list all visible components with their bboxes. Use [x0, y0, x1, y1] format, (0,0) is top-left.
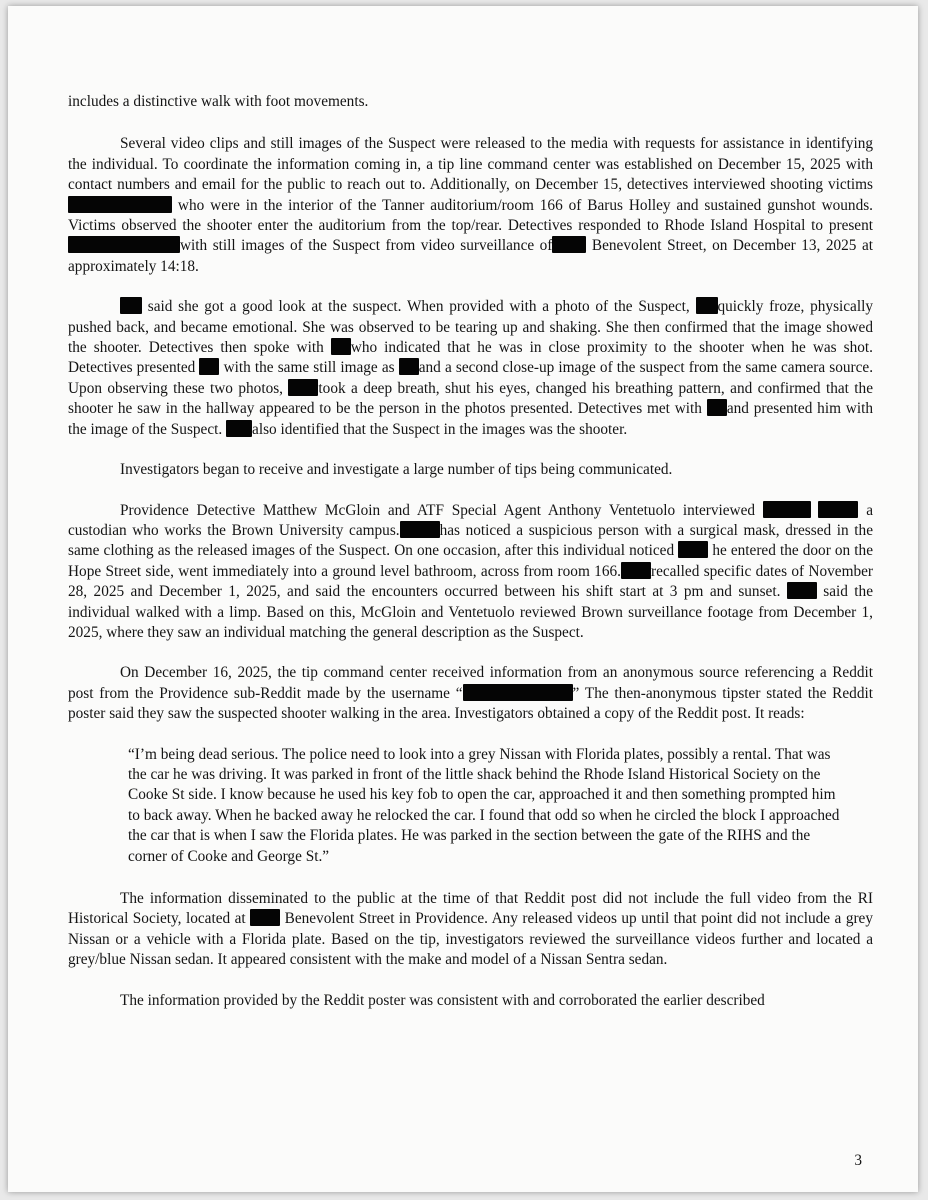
- paragraph-5: Providence Detective Matthew McGloin and ATF Special Agent Anthony Ventetuolo interviewed a custodian who works the Brown University campus. has noticed a suspicious person with a surgical mask, dressed in the same clothing as the released images of the Suspect. On one occasion, after this individual noticed he entered the door on the Hope Street side, went immediately into a ground level bathroom, across from room 166. recalled specific dates of November 28, 2025 and December 1, 2025, and said the encounters occurred between his shift start at 3 pm and sunset. said the individual walked with a limp. Based on this, McGloin and Ventetuolo reviewed Brown surveillance footage from December 1, 2025, where they saw an individual matching the general description as the Suspect.: [68, 501, 874, 641]
- paragraph-4: Investigators began to receive and investigate a large number of tips being communicated.: [120, 461, 673, 479]
- page-number: 3: [854, 1152, 862, 1169]
- paragraph-6: On December 16, 2025, the tip command center received information from an anonymous source referencing a Reddit post from the Providence sub-Reddit made by the username “ ” The then-anonymous tipster stated the Reddit poster said they saw the suspected shooter walking in the area. Investigators obtained a copy of the Reddit post. It reads:: [68, 664, 873, 723]
- redaction: [787, 582, 817, 599]
- body-text: [68, 92, 873, 1031]
- redaction: [552, 236, 586, 253]
- paragraph-7: The information disseminated to the public at the time of that Reddit post did not include the full video from the RI Historical Society, located at Benevolent Street in Providence. Any released videos up until that point did not include a grey Nissan or a vehicle with a Florida plate. Based on the tip, investigators reviewed the surveillance videos further and located a grey/blue Nissan sedan. It appeared consistent with the make and model of a Nissan Sentra sedan.: [68, 890, 873, 969]
- document-page: [8, 6, 918, 1192]
- redaction: [331, 338, 351, 355]
- redaction: [707, 399, 727, 416]
- redaction: [400, 521, 440, 538]
- redaction: [68, 196, 172, 213]
- paragraph-3: said she got a good look at the suspect. When provided with a photo of the Suspect, quickly froze, physically pushed back, and became emotional. She was observed to be tearing up and shaking. She then confirmed that the image showed the shooter. Detectives then spoke with who indicated that he was in close proximity to the shooter when he was shot. Detectives presented with the same still image as and a second close-up image of the suspect from the same camera source. Upon observing these two photos, took a deep breath, shut his eyes, changed his breathing pattern, and confirmed that the shooter he saw in the hallway appeared to be the person in the photos presented. Detectives met with and presented him with the image of the Suspect. also identified that the Suspect in the images was the shooter.: [68, 298, 874, 438]
- redaction: [120, 297, 142, 314]
- redaction: [818, 501, 858, 518]
- redaction: [250, 909, 280, 926]
- reddit-quote: “I’m being dead serious. The police need to look into a grey Nissan with Florida plates, possibly a rental. That was the car he was driving. It was parked in front of the little shack behind the Rhode Island Historical Society on the Cooke St side. I know because he used his key fob to open the car, approached it and then something prompted him to back away. When he backed away he relocked the car. I found that odd so when he circled the block I approached the car that is when I saw the Florida plates. He was parked in the section between the gate of the RIHS and the corner of Cooke and George St.”: [128, 745, 840, 865]
- redaction: [226, 420, 252, 437]
- redaction: [678, 541, 708, 558]
- paragraph-1: includes a distinctive walk with foot movements.: [68, 93, 369, 110]
- redaction: [68, 236, 180, 253]
- redaction: [288, 379, 318, 396]
- redaction: [696, 297, 718, 314]
- redaction: [399, 358, 419, 375]
- redaction: [763, 501, 811, 518]
- redaction: [463, 684, 573, 701]
- redaction: [199, 358, 219, 375]
- redaction: [621, 562, 651, 579]
- paragraph-8: The information provided by the Reddit poster was consistent with and corroborated the earlier described: [120, 991, 765, 1009]
- paragraph-2: Several video clips and still images of the Suspect were released to the media with requests for assistance in identifying the individual. To coordinate the information coming in, a tip line command center was established on December 15, 2025 with contact numbers and email for the public to reach out to. Additionally, on December 15, detectives interviewed shooting victims who were in the interior of the Tanner auditorium/room 166 of Barus Holley and sustained gunshot wounds. Victims observed the shooter enter the auditorium from the top/rear. Detectives responded to Rhode Island Hospital to present with still images of the Suspect from video surveillance of Benevolent Street, on December 13, 2025 at approximately 14:18.: [68, 135, 873, 275]
